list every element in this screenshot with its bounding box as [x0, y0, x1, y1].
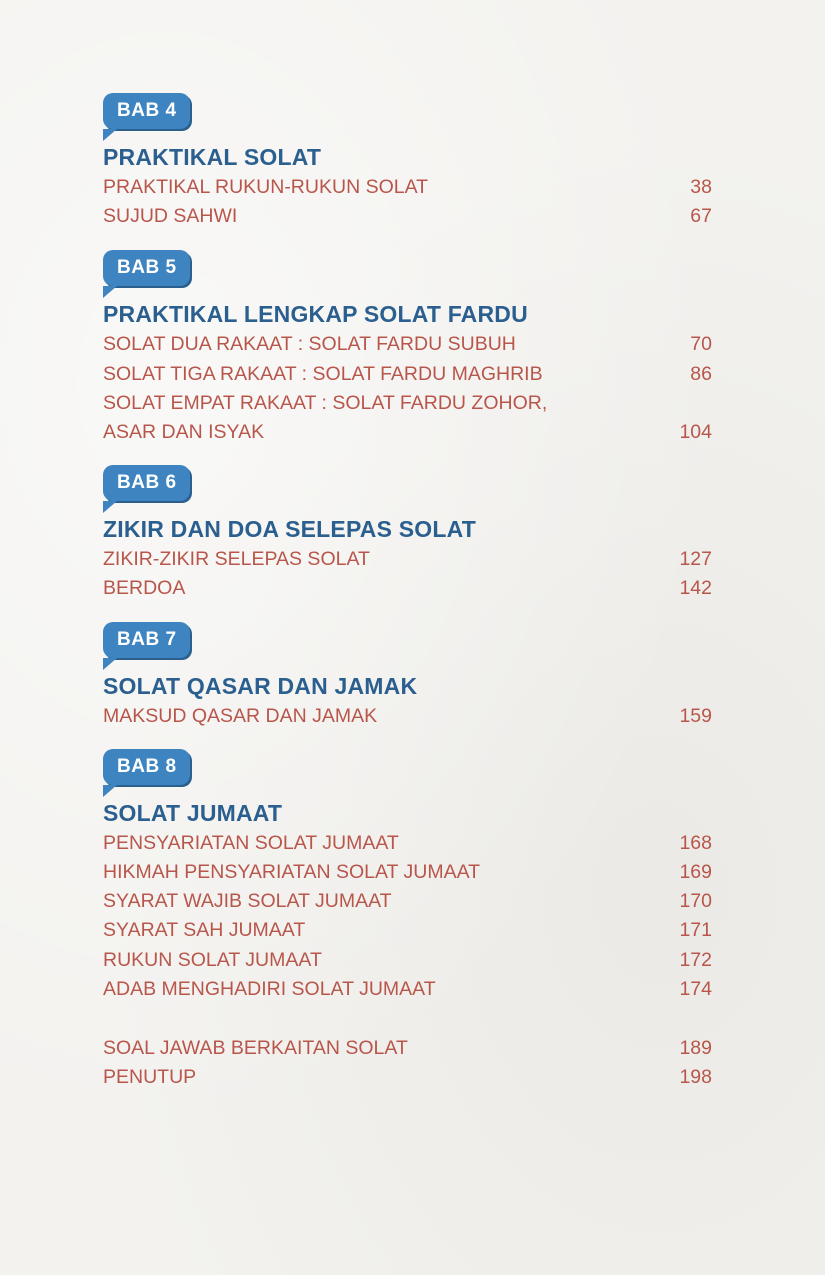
toc-entry[interactable] — [103, 702, 712, 731]
chapter-bab-5 — [103, 250, 712, 447]
toc-entry-label-line-1: SOLAT EMPAT RAKAAT : SOLAT FARDU ZOHOR, — [103, 391, 548, 414]
toc-entry-page: 86 — [690, 362, 712, 385]
toc-entry-label: PRAKTIKAL RUKUN-RUKUN SOLAT — [103, 176, 429, 198]
toc-entry[interactable] — [103, 916, 712, 945]
toc-entry-label: SOLAT DUA RAKAAT : SOLAT FARDU SUBUH — [103, 333, 516, 356]
toc-entry-page: 159 — [679, 704, 712, 727]
chapter-bab-8 — [103, 749, 712, 1004]
toc-entry-label: RUKUN SOLAT JUMAAT — [103, 948, 322, 971]
toc-entry[interactable] — [103, 858, 712, 887]
toc-entry[interactable] — [103, 975, 712, 1004]
toc-entry-page: 104 — [679, 421, 712, 444]
toc-entry-page: 168 — [679, 831, 712, 854]
toc-entry[interactable] — [103, 173, 712, 202]
toc-entry-page: 198 — [679, 1066, 712, 1089]
chapter-title: SOLAT QASAR DAN JAMAK — [103, 672, 418, 699]
chapter-badge: BAB 4 — [103, 93, 190, 129]
toc-entry-label: HIKMAH PENSYARIATAN SOLAT JUMAAT — [103, 861, 481, 884]
toc-entry[interactable] — [103, 330, 712, 359]
toc-entry-page: 67 — [690, 205, 712, 228]
toc-entry[interactable] — [103, 202, 712, 231]
toc-entry[interactable] — [103, 389, 712, 447]
chapter-bab-7 — [103, 622, 712, 731]
toc-entry-label: PENUTUP — [103, 1066, 197, 1089]
chapter-bab-6 — [103, 465, 712, 603]
toc-entry-label: SYARAT SAH JUMAAT — [103, 919, 306, 942]
toc-entry-label: SOAL JAWAB BERKAITAN SOLAT — [103, 1037, 408, 1060]
toc-entry-label: ZIKIR-ZIKIR SELEPAS SOLAT — [103, 548, 370, 571]
toc-entry-page: 70 — [690, 333, 712, 356]
chapter-bab-4 — [103, 93, 712, 231]
toc-entry-label: SOLAT TIGA RAKAAT : SOLAT FARDU MAGHRIB — [103, 362, 543, 385]
toc-entry[interactable] — [103, 360, 712, 389]
toc-entry[interactable] — [103, 887, 712, 916]
toc-entry-label: BERDOA — [103, 577, 186, 600]
table-of-contents — [103, 93, 712, 1092]
toc-entry-label — [103, 389, 652, 447]
toc-entry-label: SUJUD SAHWI — [103, 205, 238, 228]
toc-entry-label: PENSYARIATAN SOLAT JUMAAT — [103, 831, 399, 854]
toc-entry-page: 172 — [679, 948, 712, 971]
chapter-title: ZIKIR DAN DOA SELEPAS SOLAT — [103, 516, 476, 543]
toc-entry[interactable] — [103, 946, 712, 975]
toc-entry[interactable] — [103, 829, 712, 858]
chapter-badge: BAB 5 — [103, 250, 190, 286]
chapter-title: PRAKTIKAL LENGKAP SOLAT FARDU — [103, 301, 528, 328]
toc-entry-label: ADAB MENGHADIRI SOLAT JUMAAT — [103, 977, 436, 1000]
toc-entry-page: 174 — [679, 977, 712, 1000]
toc-entry-page: 38 — [690, 176, 712, 198]
extra-sections — [103, 1034, 712, 1092]
toc-entry-page: 189 — [679, 1037, 712, 1060]
toc-entry[interactable] — [103, 1063, 712, 1092]
toc-entry-label: SYARAT WAJIB SOLAT JUMAAT — [103, 890, 392, 913]
toc-entry-label: MAKSUD QASAR DAN JAMAK — [103, 704, 378, 727]
toc-entry-page: 169 — [679, 861, 712, 884]
chapter-badge: BAB 7 — [103, 622, 190, 658]
chapter-badge: BAB 6 — [103, 465, 190, 501]
toc-entry-page: 127 — [679, 548, 712, 571]
toc-entry-page: 171 — [679, 919, 712, 942]
chapter-badge: BAB 8 — [103, 749, 190, 785]
toc-entry[interactable] — [103, 574, 712, 603]
chapter-title: PRAKTIKAL SOLAT — [103, 144, 322, 170]
chapter-title: SOLAT JUMAAT — [103, 799, 283, 826]
toc-entry-page: 142 — [679, 577, 712, 600]
toc-entry[interactable] — [103, 1034, 712, 1063]
toc-entry[interactable] — [103, 545, 712, 574]
toc-entry-label-line-2: ASAR DAN ISYAK — [103, 421, 265, 444]
toc-entry-page: 170 — [679, 890, 712, 913]
